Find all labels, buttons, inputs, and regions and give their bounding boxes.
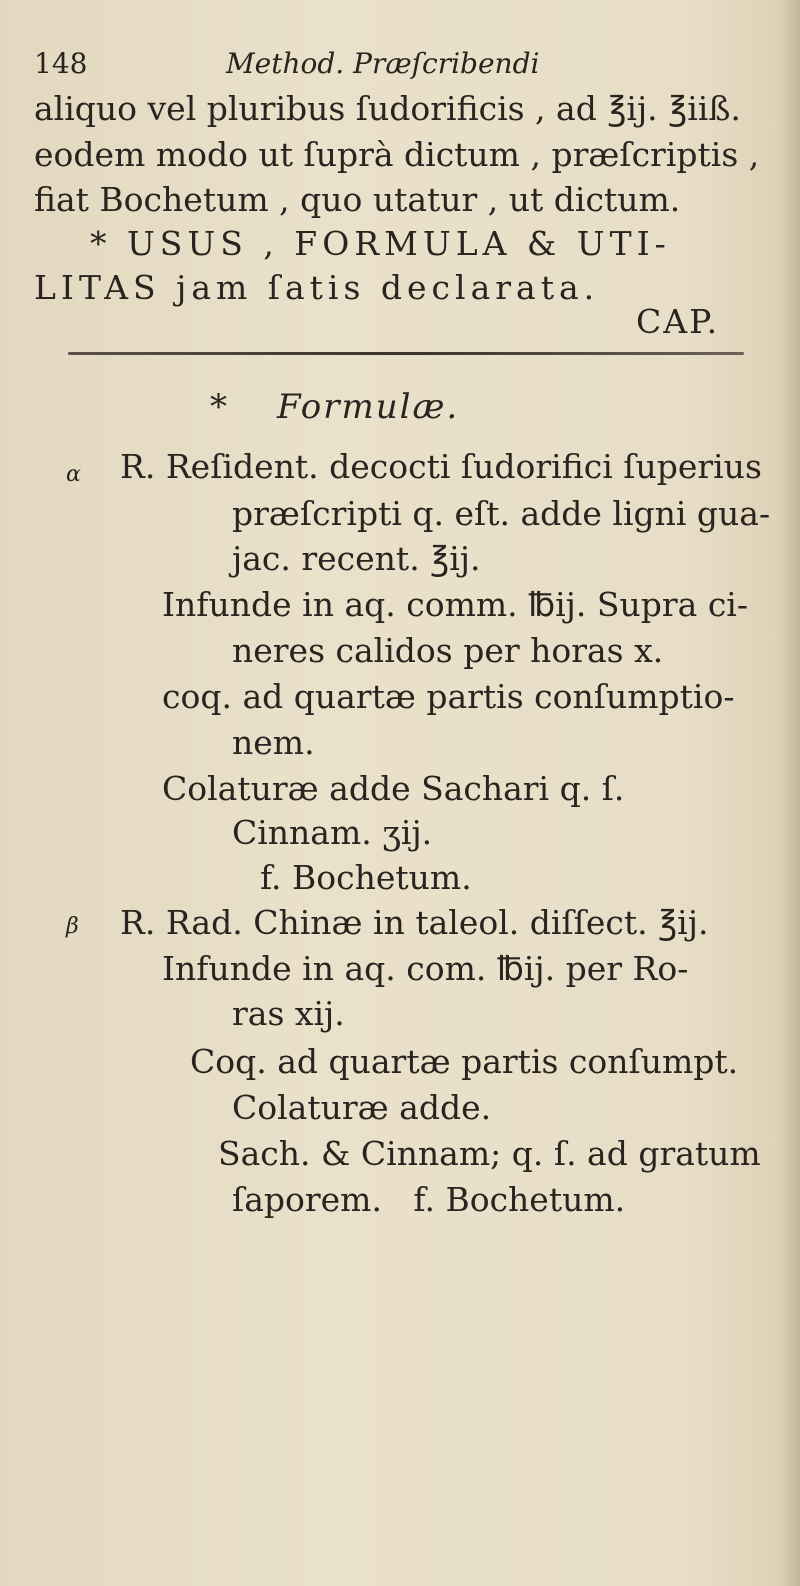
intro-line-3: fiat Bochetum , quo utatur , ut dictum. <box>34 180 681 219</box>
asterisk-mark: * <box>210 387 227 427</box>
recipe-beta-line-4: Coq. ad quartæ partis conſumpt. <box>190 1042 739 1081</box>
running-title: Method. Præſcribendi <box>226 47 540 80</box>
recipe-alpha-line-8: Colaturæ adde Sachari q. ſ. <box>162 769 625 808</box>
recipe-alpha-line-4: Infunde in aq. comm. ℔ij. Supra ci- <box>162 585 749 624</box>
recipe-beta-line-3: ras xij. <box>232 994 345 1033</box>
recipe-beta-line-1: R. Rad. Chinæ in taleol. diſſect. ℥ij. <box>120 903 709 942</box>
recipe-beta-line-6: Sach. & Cinnam; q. ſ. ad gratum <box>218 1134 761 1173</box>
recipe-alpha-line-2: præſcripti q. eſt. adde ligni gua- <box>232 494 771 533</box>
intro-line-4: * USUS , FORMULA & UTI- <box>90 224 671 263</box>
recipe-alpha-line-1: R. Reſident. decocti ſudorifici ſuperius <box>120 447 762 486</box>
section-rule <box>68 352 744 355</box>
recipe-beta-line-7: ſaporem. f. Bochetum. <box>232 1180 626 1219</box>
recipe-beta-line-2: Infunde in aq. com. ℔ij. per Ro- <box>162 949 689 988</box>
formula-heading <box>210 387 460 427</box>
formula-title: Formulæ. <box>277 387 460 427</box>
intro-line-5: LITAS jam ſatis declarata. <box>34 268 600 307</box>
running-header <box>34 47 540 80</box>
recipe-alpha-line-7: nem. <box>232 723 315 762</box>
intro-line-2: eodem modo ut ſuprà dictum , præſcriptis , <box>34 135 760 174</box>
beta-marker: β <box>66 914 79 939</box>
page-edge-shadow <box>778 0 800 1586</box>
recipe-alpha-line-10: f. Bochetum. <box>260 858 472 897</box>
alpha-marker: α <box>66 462 81 487</box>
recipe-alpha-line-9: Cinnam. ʒij. <box>232 813 433 852</box>
recipe-alpha-line-3: jac. recent. ℥ij. <box>232 539 481 578</box>
page-number: 148 <box>34 47 88 80</box>
recipe-beta-line-5: Colaturæ adde. <box>232 1088 492 1127</box>
intro-line-1: aliquo vel pluribus ſudorificis , ad ℥ij. ℥iiß. <box>34 89 741 128</box>
catchword-cap: CAP. <box>636 302 720 341</box>
recipe-alpha-line-5: neres calidos per horas x. <box>232 631 664 670</box>
recipe-alpha-line-6: coq. ad quartæ partis conſumptio- <box>162 677 735 716</box>
